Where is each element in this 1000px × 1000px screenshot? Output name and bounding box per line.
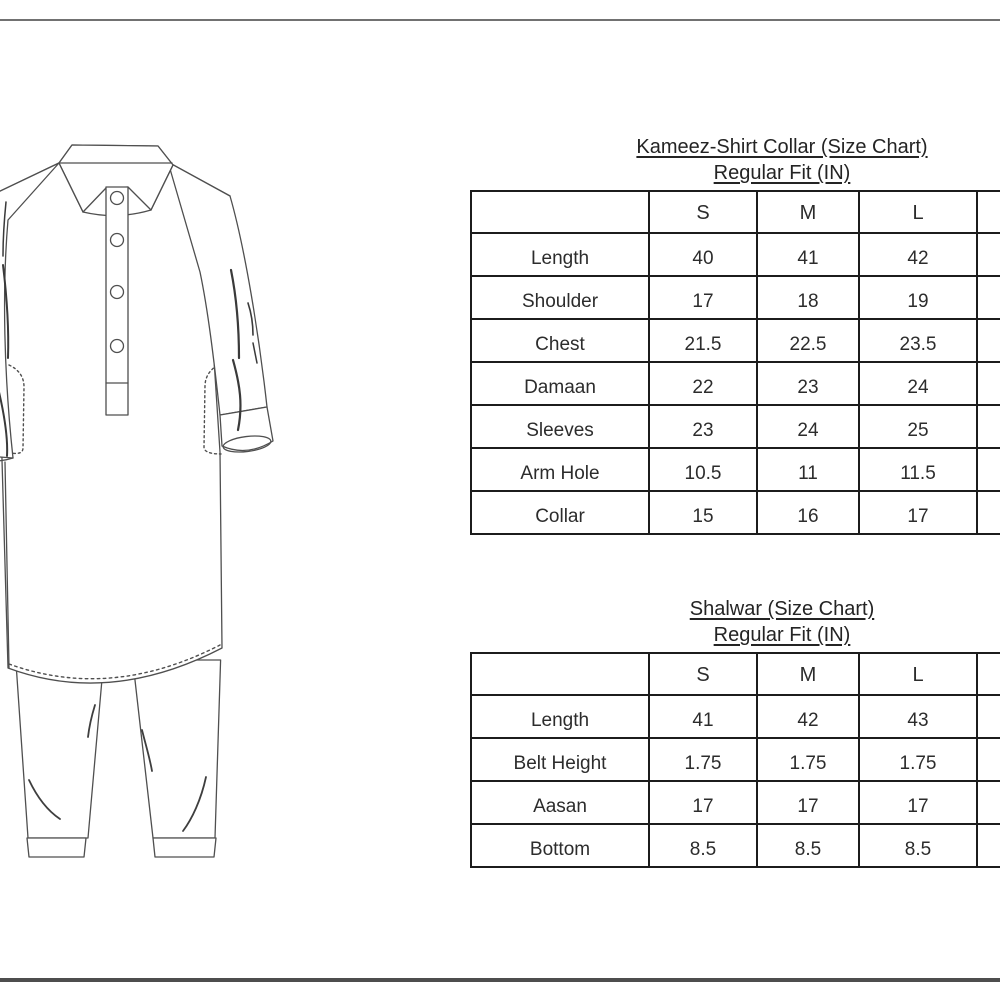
button [111, 234, 124, 247]
row-label: Shoulder [471, 276, 649, 319]
size-value: 18 [757, 276, 859, 319]
shalwar-chart-title: Shalwar (Size Chart) [689, 598, 875, 620]
corner-cell [471, 653, 649, 695]
clipped-cell [977, 362, 1000, 405]
size-value: 8.5 [757, 824, 859, 867]
shalwar-legs [16, 660, 221, 857]
table-row [471, 276, 1000, 319]
size-value: 17 [859, 491, 977, 534]
size-value: 1.75 [859, 738, 977, 781]
size-header-s: S [649, 191, 757, 233]
button-placket [106, 187, 128, 415]
button [111, 340, 124, 353]
size-value: 8.5 [859, 824, 977, 867]
table-row [471, 448, 1000, 491]
row-label: Length [471, 695, 649, 738]
size-header-m: M [757, 653, 859, 695]
table-row [471, 695, 1000, 738]
size-header-l: L [859, 191, 977, 233]
size-header-l: L [859, 653, 977, 695]
size-value: 10.5 [649, 448, 757, 491]
kameez-shalwar-sketch [0, 130, 300, 870]
clipped-cell [977, 233, 1000, 276]
corner-cell [471, 191, 649, 233]
size-value: 11.5 [859, 448, 977, 491]
size-value: 21.5 [649, 319, 757, 362]
row-label: Arm Hole [471, 448, 649, 491]
bottom-border-rule [0, 978, 1000, 982]
kameez-size-chart-section [470, 134, 1000, 535]
row-label: Aasan [471, 781, 649, 824]
shalwar-size-chart-section [470, 596, 1000, 868]
size-value: 40 [649, 233, 757, 276]
clipped-cell [977, 824, 1000, 867]
clipped-cell [977, 695, 1000, 738]
size-header-s: S [649, 653, 757, 695]
kameez-size-table [470, 190, 1000, 535]
clipped-cell [977, 781, 1000, 824]
top-border-rule [0, 19, 1000, 21]
row-label: Collar [471, 491, 649, 534]
table-row [471, 319, 1000, 362]
row-label: Chest [471, 319, 649, 362]
clipped-cell [977, 405, 1000, 448]
size-value: 25 [859, 405, 977, 448]
size-value: 19 [859, 276, 977, 319]
clipped-cell [977, 319, 1000, 362]
size-value: 41 [649, 695, 757, 738]
table-row [471, 233, 1000, 276]
row-label: Damaan [471, 362, 649, 405]
size-value: 17 [649, 781, 757, 824]
size-value: 1.75 [649, 738, 757, 781]
size-value: 22.5 [757, 319, 859, 362]
clipped-cell [977, 491, 1000, 534]
size-value: 8.5 [649, 824, 757, 867]
row-label: Sleeves [471, 405, 649, 448]
clipped-size-header [977, 653, 1000, 695]
row-label: Belt Height [471, 738, 649, 781]
size-value: 24 [859, 362, 977, 405]
size-value: 11 [757, 448, 859, 491]
row-label: Length [471, 233, 649, 276]
size-value: 24 [757, 405, 859, 448]
size-value: 42 [757, 695, 859, 738]
size-value: 43 [859, 695, 977, 738]
kameez-chart-subtitle: Regular Fit (IN) [713, 162, 851, 184]
size-value: 23 [649, 405, 757, 448]
shalwar-chart-subtitle: Regular Fit (IN) [713, 624, 851, 646]
size-value: 41 [757, 233, 859, 276]
size-value: 17 [859, 781, 977, 824]
clipped-size-header [977, 191, 1000, 233]
table-row [471, 824, 1000, 867]
button [111, 286, 124, 299]
kameez-header-row [471, 191, 1000, 233]
size-value: 23 [757, 362, 859, 405]
shalwar-size-table [470, 652, 1000, 868]
table-row [471, 491, 1000, 534]
size-value: 17 [649, 276, 757, 319]
clipped-cell [977, 448, 1000, 491]
shalwar-header-row [471, 653, 1000, 695]
size-value: 15 [649, 491, 757, 534]
size-value: 42 [859, 233, 977, 276]
row-label: Bottom [471, 824, 649, 867]
size-header-m: M [757, 191, 859, 233]
clipped-cell [977, 276, 1000, 319]
button [111, 192, 124, 205]
clipped-cell [977, 738, 1000, 781]
table-row [471, 738, 1000, 781]
size-value: 17 [757, 781, 859, 824]
kameez-chart-title: Kameez-Shirt Collar (Size Chart) [636, 136, 928, 158]
table-row [471, 781, 1000, 824]
size-value: 16 [757, 491, 859, 534]
size-value: 22 [649, 362, 757, 405]
size-value: 1.75 [757, 738, 859, 781]
table-row [471, 362, 1000, 405]
table-row [471, 405, 1000, 448]
size-value: 23.5 [859, 319, 977, 362]
